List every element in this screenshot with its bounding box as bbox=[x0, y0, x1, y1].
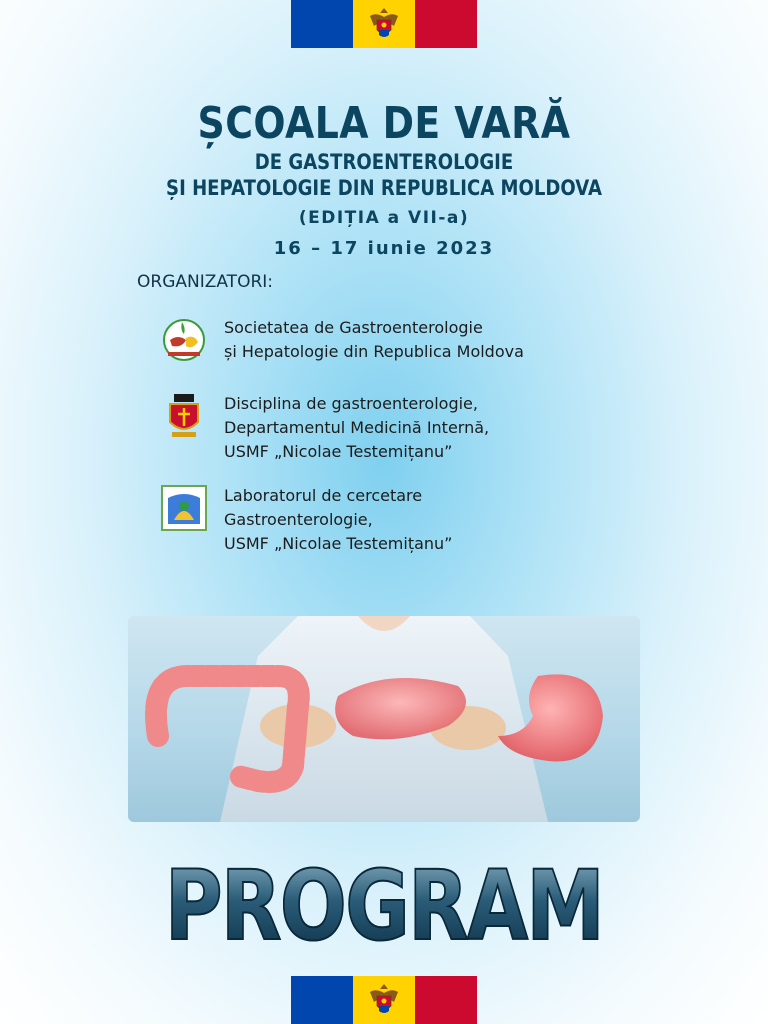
laboratory-logo-icon bbox=[160, 484, 208, 532]
edition-label: (EDIȚIA a VII-a) bbox=[298, 208, 470, 228]
organizer-3-line-1: Laboratorul de cercetare bbox=[224, 486, 423, 505]
subtitle-line-2: ȘI HEPATOLOGIE DIN REPUBLICA MOLDOVA bbox=[166, 176, 602, 200]
program-heading: PROGRAM bbox=[69, 850, 699, 962]
flag-band-yellow bbox=[353, 976, 415, 1024]
moldova-flag-bottom bbox=[291, 976, 477, 1024]
subtitle-line-1: DE GASTROENTEROLOGIE bbox=[254, 150, 514, 174]
moldova-flag-top bbox=[291, 0, 477, 48]
flag-band-blue bbox=[291, 0, 353, 48]
organizer-2-line-3: USMF „Nicolae Testemițanu” bbox=[224, 442, 453, 461]
flag-band-red bbox=[415, 976, 477, 1024]
usmf-crest-icon bbox=[160, 392, 208, 440]
event-date: 16 – 17 iunie 2023 bbox=[273, 238, 495, 259]
organizer-item-laboratory bbox=[160, 484, 452, 556]
organizer-item-society bbox=[160, 316, 524, 364]
organizer-2-line-2: Departamentul Medicină Internă, bbox=[224, 418, 490, 437]
organizer-1-line-2: și Hepatologie din Republica Moldova bbox=[224, 342, 524, 361]
coat-of-arms-icon bbox=[364, 4, 404, 44]
society-logo-icon bbox=[160, 316, 208, 364]
page-title: ȘCOALA DE VARĂ bbox=[197, 98, 571, 149]
flag-band-yellow bbox=[353, 0, 415, 48]
organizer-1-line-1: Societatea de Gastroenterologie bbox=[224, 318, 483, 337]
organizer-item-discipline bbox=[160, 392, 489, 464]
organizer-3-line-2: Gastroenterologie, bbox=[224, 510, 373, 529]
hero-illustration bbox=[128, 616, 640, 822]
flag-band-red bbox=[415, 0, 477, 48]
organizers-heading: ORGANIZATORI: bbox=[137, 272, 273, 292]
flag-band-blue bbox=[291, 976, 353, 1024]
organizer-3-line-3: USMF „Nicolae Testemițanu” bbox=[224, 534, 453, 553]
digestive-organs-illustration bbox=[128, 616, 640, 822]
coat-of-arms-icon bbox=[364, 980, 404, 1020]
organizer-2-line-1: Disciplina de gastroenterologie, bbox=[224, 394, 478, 413]
